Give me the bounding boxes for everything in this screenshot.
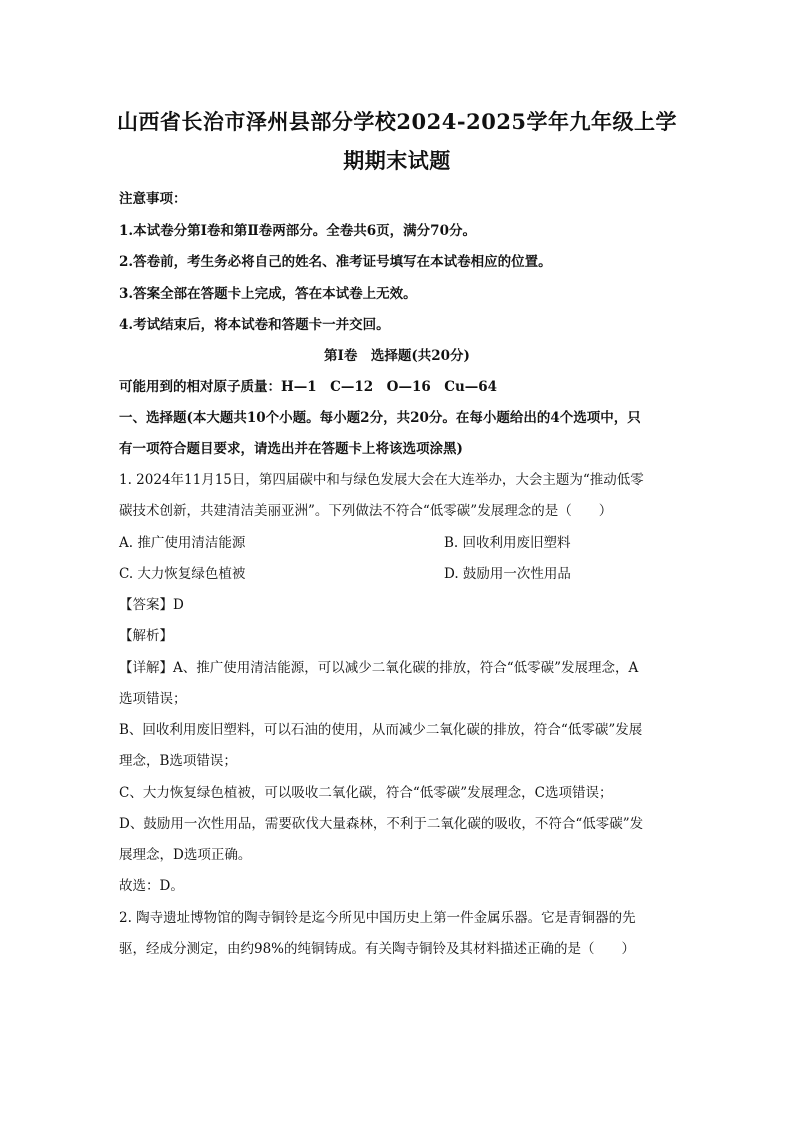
section1-heading: 第Ⅰ卷 选择题(共20分) [324,348,470,364]
q1-option-b: B. 回收利用废旧塑料 [444,535,571,551]
q1-stem-line1: 1. 2024年11月15日，第四届碳中和与绿色发展大会在大连举办，大会主题为“推动低零 [119,472,644,488]
note-item-3: 3.答案全部在答题卡上完成，答在本试卷上无效。 [119,286,417,302]
note-item-4: 4.考试结束后，将本试卷和答题卡一并交回。 [119,317,390,333]
q1-analysis-line6: D、鼓励用一次性用品，需要砍伐大量森林，不利于二氧化碳的吸收，不符合“低零碳”发 [119,816,644,832]
exam-title-line2: 期期末试题 [343,148,451,173]
q1-analysis-line4: 理念，B选项错误； [119,753,237,769]
q1-analysis-line1: 【详解】A、推广使用清洁能源，可以减少二氧化碳的排放，符合“低零碳”发展理念，A [119,660,639,676]
q1-answer: 【答案】D [119,597,184,613]
q1-analysis-line5: C、大力恢复绿色植被，可以吸收二氧化碳，符合“低零碳”发展理念，C选项错误； [119,785,613,801]
note-item-2: 2.答卷前，考生务必将自己的姓名、准考证号填写在本试卷相应的位置。 [119,254,552,270]
section-instructions-line2: 有一项符合题目要求，请选出并在答题卡上将该选项涂黑) [119,441,463,457]
section-instructions-line1: 一、选择题(本大题共10个小题。每小题2分，共20分。在每小题给出的4个选项中，只 [119,410,641,426]
q1-option-d: D. 鼓励用一次性用品 [444,566,571,582]
q1-conclusion: 故选：D。 [119,878,184,894]
notes-heading: 注意事项： [119,191,187,207]
q2-stem-line1: 2. 陶寺遗址博物馆的陶寺铜铃是迄今所见中国历史上第一件金属乐器。它是青铜器的先 [119,910,636,926]
q1-stem-line2: 碳技术创新，共建清洁美丽亚洲”。下列做法不符合“低零碳”发展理念的是（ ） [119,503,613,519]
exam-title-line1: 山西省长治市泽州县部分学校2024-2025学年九年级上学 [116,109,678,134]
q1-analysis-heading: 【解析】 [119,628,173,644]
q1-analysis-line7: 展理念，D选项正确。 [119,847,252,863]
q1-option-c: C. 大力恢复绿色植被 [119,566,246,582]
q1-analysis-line3: B、回收利用废旧塑料，可以石油的使用，从而减少二氧化碳的排放，符合“低零碳”发展 [119,722,643,738]
q2-stem-line2: 驱，经成分测定，由约98%的纯铜铸成。有关陶寺铜铃及其材料描述正确的是（ ） [119,941,636,957]
q1-analysis-line2: 选项错误； [119,691,187,707]
note-item-1: 1.本试卷分第Ⅰ卷和第Ⅱ卷两部分。全卷共6页，满分70分。 [119,223,476,239]
atomic-masses: 可能用到的相对原子质量：H—1 C—12 O—16 Cu—64 [119,379,498,395]
q1-option-a: A. 推广使用清洁能源 [119,535,246,551]
